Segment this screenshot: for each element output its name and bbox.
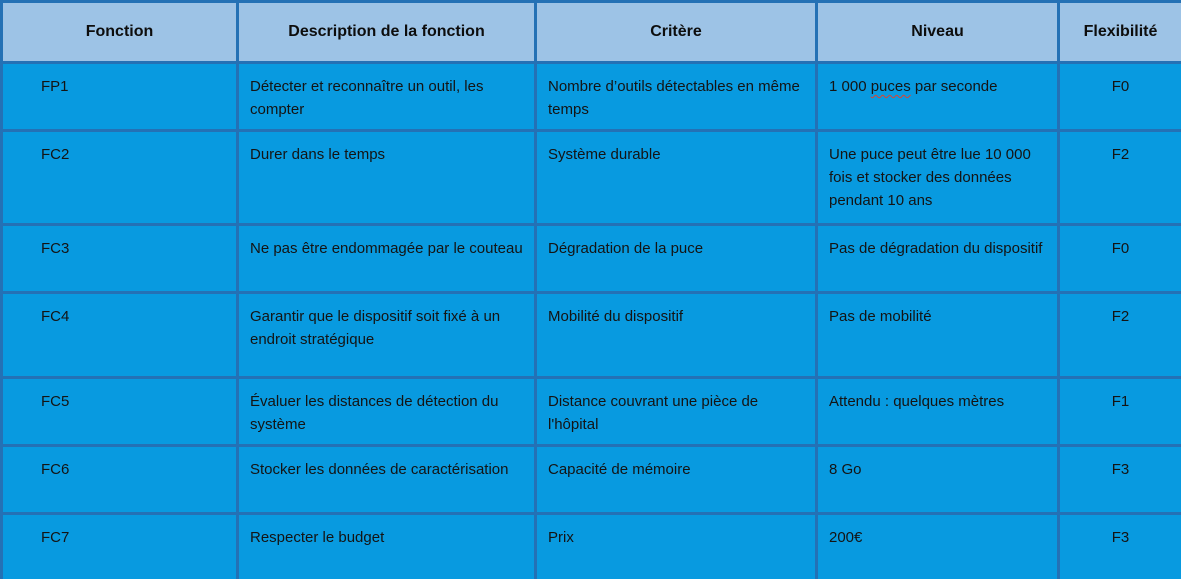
cell-flexibilite: F0 (1059, 63, 1181, 131)
header-fonction: Fonction (2, 2, 238, 63)
header-row (2, 2, 1181, 63)
header-flexibilite: Flexibilité (1059, 2, 1181, 63)
header-niveau: Niveau (817, 2, 1059, 63)
cell-critere: Dégradation de la puce (536, 225, 817, 293)
niveau-text: 1 000 (829, 78, 871, 95)
cell-description: Ne pas être endommagée par le couteau (238, 225, 536, 293)
cell-niveau: Attendu : quelques mètres (817, 378, 1059, 446)
header-critere: Critère (536, 2, 817, 63)
cell-fonction: FC5 (2, 378, 238, 446)
misspelled-word: puces (870, 78, 911, 95)
cell-fonction: FC6 (2, 446, 238, 514)
cell-critere: Prix (536, 514, 817, 579)
cell-description: Stocker les données de caractérisation (238, 446, 536, 514)
header-description: Description de la fonction (238, 2, 536, 63)
cell-flexibilite: F0 (1059, 225, 1181, 293)
table-row (2, 378, 1181, 446)
cell-niveau: Pas de mobilité (817, 293, 1059, 378)
cell-flexibilite: F2 (1059, 293, 1181, 378)
cell-critere: Distance couvrant une pièce de l'hôpital (536, 378, 817, 446)
cell-fonction: FC2 (2, 131, 238, 225)
table-row (2, 514, 1181, 579)
cell-description: Durer dans le temps (238, 131, 536, 225)
cell-critere: Nombre d’outils détectables en même temps (536, 63, 817, 131)
cell-niveau: Pas de dégradation du dispositif (817, 225, 1059, 293)
table-row (2, 225, 1181, 293)
cell-description: Garantir que le dispositif soit fixé à un endroit stratégique (238, 293, 536, 378)
cell-fonction: FC7 (2, 514, 238, 579)
cell-flexibilite: F3 (1059, 446, 1181, 514)
cell-flexibilite: F3 (1059, 514, 1181, 579)
cell-critere: Capacité de mémoire (536, 446, 817, 514)
cell-niveau: Une puce peut être lue 10 000 fois et stocker des données pendant 10 ans (817, 131, 1059, 225)
cell-niveau (817, 63, 1059, 131)
cell-fonction: FC4 (2, 293, 238, 378)
cell-critere: Système durable (536, 131, 817, 225)
cell-description: Évaluer les distances de détection du système (238, 378, 536, 446)
niveau-text: par seconde (910, 78, 998, 95)
cell-fonction: FC3 (2, 225, 238, 293)
table-row (2, 131, 1181, 225)
table-row (2, 63, 1181, 131)
cell-flexibilite: F1 (1059, 378, 1181, 446)
cell-niveau: 200€ (817, 514, 1059, 579)
cell-niveau: 8 Go (817, 446, 1059, 514)
table-row (2, 293, 1181, 378)
cell-description: Respecter le budget (238, 514, 536, 579)
cell-critere: Mobilité du dispositif (536, 293, 817, 378)
cell-description: Détecter et reconnaître un outil, les compter (238, 63, 536, 131)
table-row (2, 446, 1181, 514)
cell-flexibilite: F2 (1059, 131, 1181, 225)
cell-fonction: FP1 (2, 63, 238, 131)
